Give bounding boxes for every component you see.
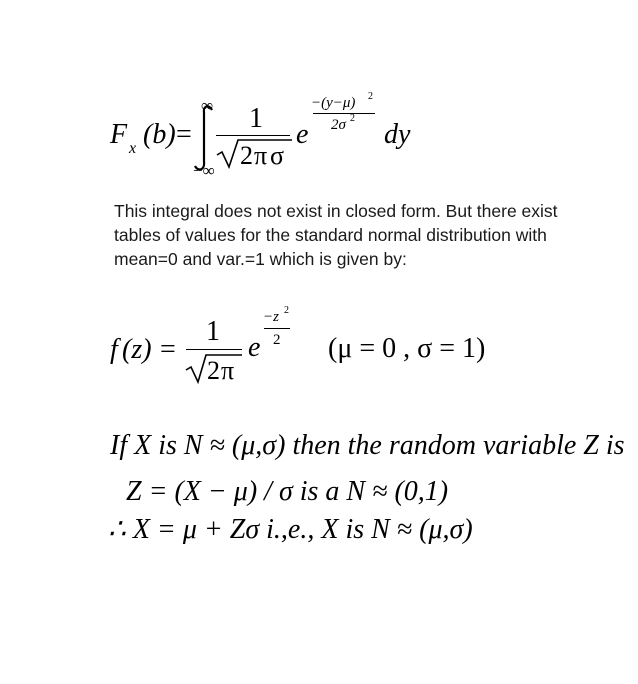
paragraph-line: tables of values for the standard normal distribution with xyxy=(114,225,547,245)
cdf-function-symbol: F xyxy=(110,119,128,150)
integral-upper-limit: ∞ xyxy=(201,96,214,115)
exponent-numerator: −(y−μ) xyxy=(311,95,356,111)
exponent-numerator-power: 2 xyxy=(284,305,289,316)
paragraph-line: mean=0 and var.=1 which is given by: xyxy=(114,249,407,269)
exponent-denominator: 2 xyxy=(273,332,281,348)
denominator-two: 2 xyxy=(207,356,220,385)
exponent-numerator-power: 2 xyxy=(368,91,373,102)
denominator-pi: π xyxy=(221,356,235,385)
exponential-base: e xyxy=(296,119,309,150)
cdf-subscript: x xyxy=(129,140,137,157)
cdf-argument: (b) xyxy=(143,119,176,150)
exponent-fraction-bar xyxy=(264,328,290,329)
pdf-argument: (z) xyxy=(122,334,152,365)
denominator-sigma: σ xyxy=(270,141,285,170)
denominator-pi: π xyxy=(254,141,268,170)
denominator-two: 2 xyxy=(240,141,253,170)
exponential-base: e xyxy=(248,332,261,363)
fraction-numerator: 1 xyxy=(249,103,263,134)
exponent-numerator: −z xyxy=(263,309,279,325)
statement-line: If X is N ≈ (μ,σ) then the random variable Z is xyxy=(110,430,625,461)
equals-sign: = xyxy=(176,119,192,150)
exponent-denominator-power: 2 xyxy=(350,113,355,124)
fraction-numerator: 1 xyxy=(206,316,220,347)
parameter-condition: (μ = 0 , σ = 1) xyxy=(328,333,486,364)
differential: dy xyxy=(384,119,411,150)
integral-lower-limit: −∞ xyxy=(193,161,215,180)
statement-line: Z = (X − μ) / σ is a N ≈ (0,1) xyxy=(126,476,449,507)
statement-line: ∴ X = μ + Zσ i.,e., X is N ≈ (μ,σ) xyxy=(108,514,473,545)
pdf-function-symbol: f xyxy=(110,334,118,365)
paragraph-line: This integral does not exist in closed form. But there exist xyxy=(114,201,558,221)
exponent-denominator: 2σ xyxy=(331,117,346,133)
equals-sign: = xyxy=(160,334,176,365)
